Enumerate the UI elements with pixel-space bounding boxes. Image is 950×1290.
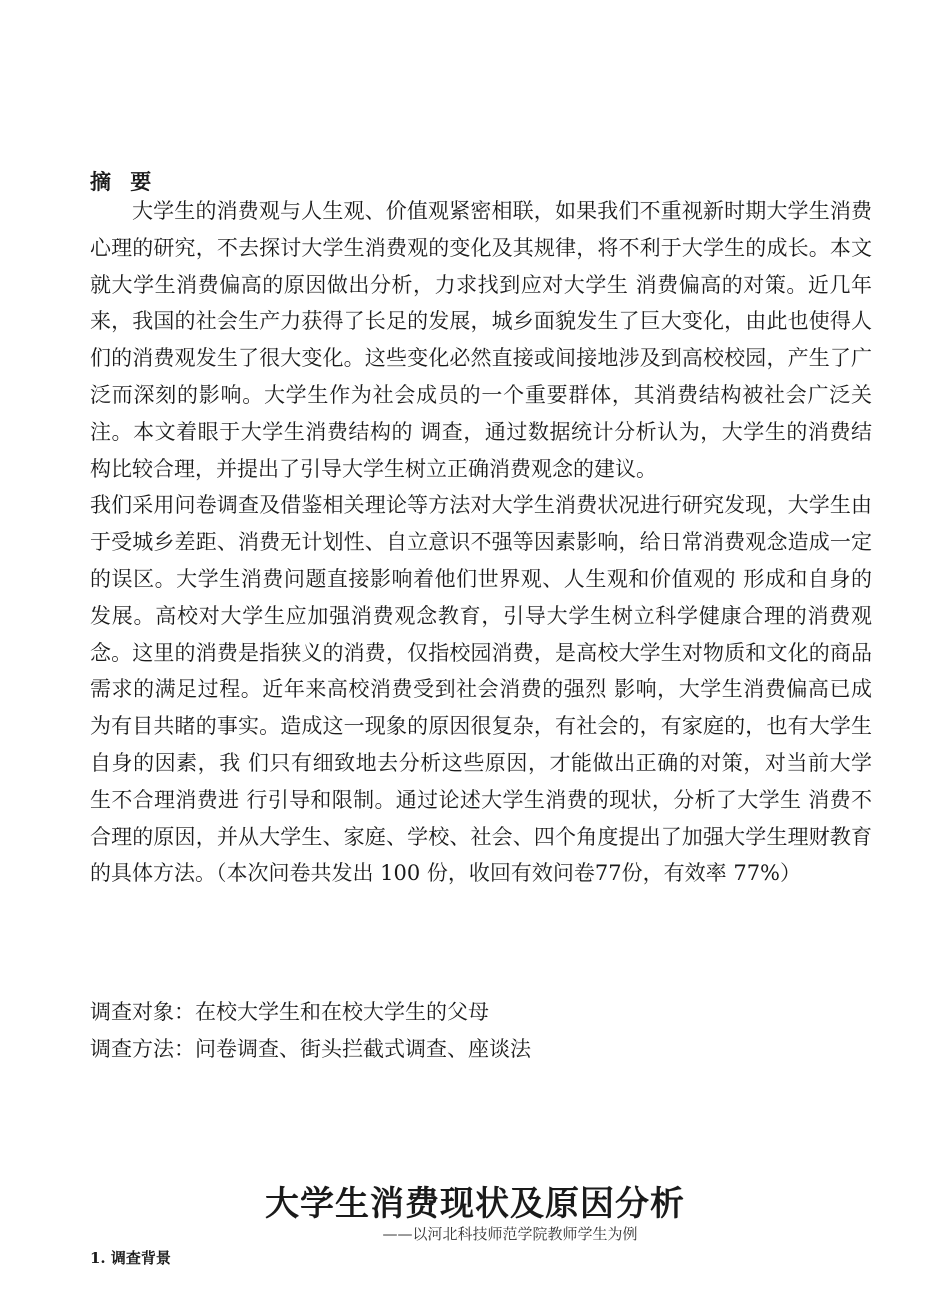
section-heading-background: 1. 调查背景: [90, 1249, 171, 1267]
survey-method-line: 调查方法：问卷调查、街头拦截式调查、座谈法: [90, 1036, 531, 1061]
abstract-paragraph-1: 大学生的消费观与人生观、价值观紧密相联，如果我们不重视新时期大学生消费心理的研究，不去探讨大学生消费观的变化及其规律，将不利于大学生的成长。本文就大学生消费偏高的原因做出分析，力求找到应对大学生 消费偏高的对策。近几年来，我国的社会生产力获得了长足的发展，城乡面貌发生了巨大变化，由此也使得人们的消费观发生了很大变化。这些变化必然直接或间接地涉及到高校校园，产生了广泛而深刻的影响。大学生作为社会成员的一个重要群体，其消费结构被社会广泛关注。本文着眼于大学生消费结构的 调查，通过数据统计分析认为，大学生的消费结构比较合理，并提出了引导大学生树立正确消费观念的建议。: [90, 199, 872, 481]
survey-subject-line: 调查对象：在校大学生和在校大学生的父母: [90, 1000, 489, 1024]
article-subtitle: ——以河北科技师范学院教师学生为例: [382, 1225, 638, 1243]
abstract-paragraph-2: 我们采用问卷调查及借鉴相关理论等方法对大学生消费状况进行研究发现，大学生由于受城乡差距、消费无计划性、自立意识不强等因素影响，给日常消费观念造成一定的误区。大学生消费问题直接影响着他们世界观、人生观和价值观的 形成和自身的发展。高校对大学生应加强消费观念教育，引导大学生树立科学健康合理的消费观念。这里的消费是指狭义的消费，仅指校园消费，是高校大学生对物质和文化的商品需求的满足过程。近年来高校消费受到社会消费的强烈 影响，大学生消费偏高已成为有目共睹的事实。造成这一现象的原因很复杂，有社会的，有家庭的，也有大学生自身的因素，我 们只有细致地去分析这些原因，才能做出正确的对策，对当前大学生不合理消费进 行引导和限制。通过论述大学生消费的现状，分析了大学生 消费不合理的原因，并从大学生、家庭、学校、社会、四个角度提出了加强大学生理财教育的具体方法。（本次问卷共发出 100 份，收回有效问卷77份，有效率 77%）: [90, 493, 872, 886]
article-title: 大学生消费现状及原因分析: [265, 1184, 685, 1224]
abstract-body: [90, 193, 872, 892]
abstract-heading: 摘 要: [90, 169, 158, 194]
survey-info: [90, 994, 872, 1068]
